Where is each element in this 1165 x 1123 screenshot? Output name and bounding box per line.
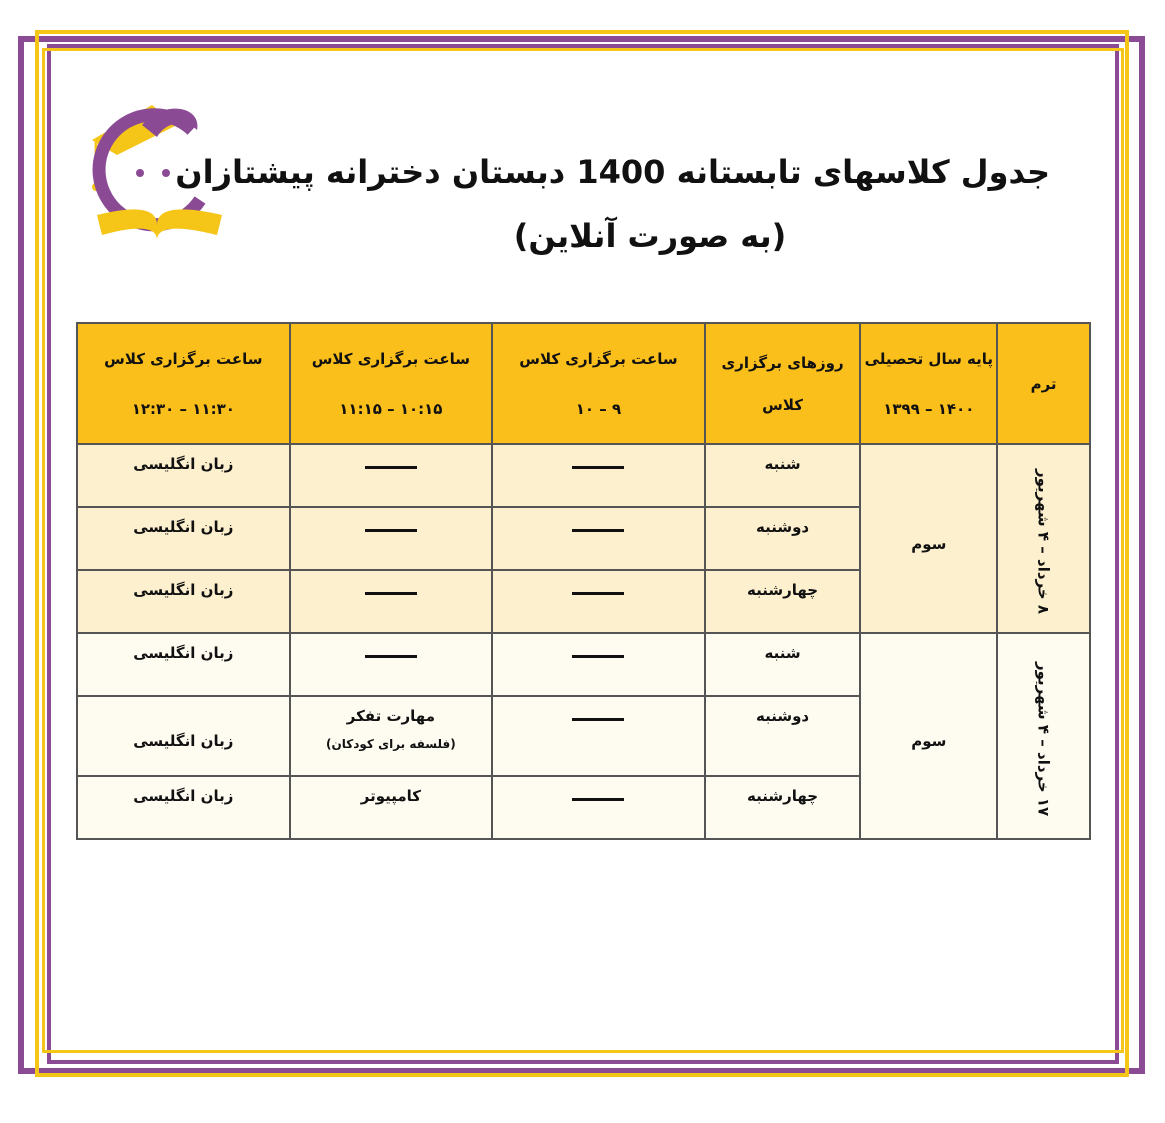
header-slot-2-label: ساعت برگزاری کلاس — [311, 349, 471, 368]
header-term-label: ترم — [1030, 374, 1057, 393]
header-days-label-2: کلاس — [762, 395, 803, 414]
header-grade — [860, 323, 997, 444]
schedule-table — [76, 322, 1091, 840]
slot-3-cell: زبان انگلیسی — [77, 696, 290, 776]
day-cell: چهارشنبه — [705, 776, 861, 839]
header-slot-3-label: ساعت برگزاری کلاس — [104, 349, 263, 368]
header-slot-1-label: ساعت برگزاری کلاس — [519, 349, 678, 368]
empty-dash — [365, 592, 417, 595]
empty-dash — [572, 529, 624, 532]
header-slot-2-time: ۱۰:۱۵ – ۱۱:۱۵ — [339, 399, 443, 418]
header-slot-3 — [77, 323, 290, 444]
table-header-row — [77, 323, 1090, 444]
header-slot-1 — [492, 323, 705, 444]
title-line-2: (به صورت آنلاین) — [513, 217, 787, 255]
term-cell — [997, 444, 1090, 633]
slot-1-cell — [492, 507, 705, 570]
slot-2-cell — [290, 444, 493, 507]
empty-dash — [572, 592, 624, 595]
header-grade-year: ۱۴۰۰ – ۱۳۹۹ — [883, 399, 975, 418]
day-cell: شنبه — [705, 444, 861, 507]
empty-dash — [572, 798, 624, 801]
day-cell: دوشنبه — [705, 696, 861, 776]
header-term — [997, 323, 1090, 444]
header-slot-1-time: ۹ – ۱۰ — [575, 399, 622, 418]
slot-1-cell — [492, 570, 705, 633]
empty-dash — [572, 655, 624, 658]
title-line-1: جدول کلاسهای تابستانه 1400 دبستان دخترانه پیشتازان — [175, 153, 1050, 191]
day-cell: شنبه — [705, 633, 861, 696]
table-row — [77, 444, 1090, 507]
header-days-label: روزهای برگزاری — [721, 353, 844, 372]
slot-2-cell: کامپیوتر — [290, 776, 493, 839]
slot-2-subject-note: (فلسفه برای کودکان) — [326, 737, 456, 751]
slot-1-cell — [492, 444, 705, 507]
slot-3-cell: زبان انگلیسی — [77, 507, 290, 570]
term-label: ۱۷ خرداد – ۴ شهریور — [1034, 661, 1053, 817]
slot-2-subject: مهارت تفکر — [346, 707, 435, 725]
grade-cell: سوم — [860, 444, 997, 633]
empty-dash — [572, 466, 624, 469]
table-row — [77, 633, 1090, 696]
slot-2-cell — [290, 507, 493, 570]
grade-cell: سوم — [860, 633, 997, 839]
day-cell: دوشنبه — [705, 507, 861, 570]
empty-dash — [365, 529, 417, 532]
slot-2-cell — [290, 570, 493, 633]
term-label: ۸ خرداد – ۴ شهریور — [1034, 468, 1053, 615]
empty-dash — [365, 655, 417, 658]
slot-1-cell — [492, 696, 705, 776]
slot-3-cell: زبان انگلیسی — [77, 776, 290, 839]
slot-3-cell: زبان انگلیسی — [77, 633, 290, 696]
header-slot-3-time: ۱۱:۳۰ – ۱۲:۳۰ — [131, 399, 235, 418]
header-days — [705, 323, 861, 444]
day-cell: چهارشنبه — [705, 570, 861, 633]
empty-dash — [572, 718, 624, 721]
slot-3-cell: زبان انگلیسی — [77, 444, 290, 507]
empty-dash — [365, 466, 417, 469]
header-slot-2 — [290, 323, 493, 444]
slot-1-cell — [492, 776, 705, 839]
term-cell — [997, 633, 1090, 839]
slot-2-cell — [290, 696, 493, 776]
slot-3-cell: زبان انگلیسی — [77, 570, 290, 633]
slot-2-cell — [290, 633, 493, 696]
slot-1-cell — [492, 633, 705, 696]
page-title — [175, 140, 1050, 268]
header-grade-label: پایه سال تحصیلی — [864, 349, 994, 368]
